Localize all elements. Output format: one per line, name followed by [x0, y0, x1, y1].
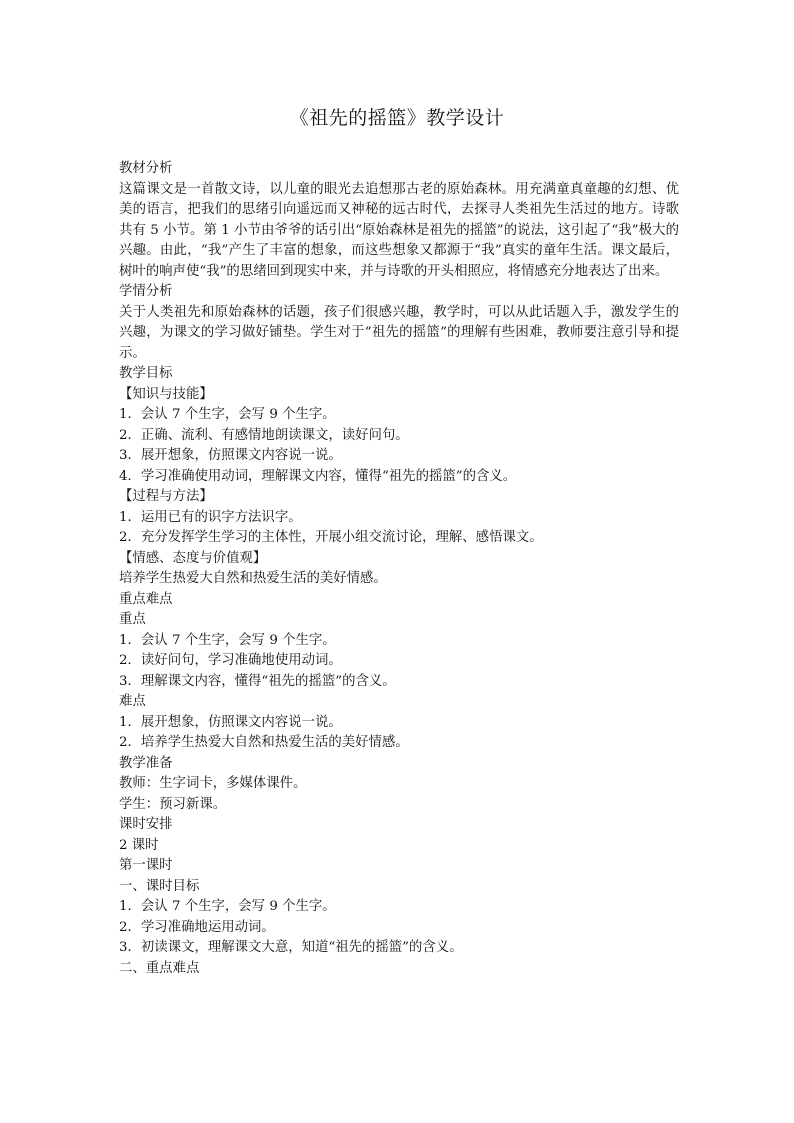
heading-student-analysis: 学情分析	[119, 284, 173, 299]
list-item: 1．会认 7 个生字，会写 9 个生字。	[119, 407, 336, 422]
heading-teaching-preparation: 教学准备	[119, 755, 173, 771]
subheading-emotion-values: 【情感、态度与价值观】	[119, 550, 267, 566]
list-item: 4．学习准确使用动词，理解课文内容，懂得“祖先的摇篮”的含义。	[119, 468, 517, 484]
document-title: 《祖先的摇篮》教学设计	[289, 107, 505, 129]
heading-key-difficult-points: 重点难点	[119, 591, 173, 607]
list-item: 1．展开想象，仿照课文内容说一说。	[119, 714, 342, 730]
heading-first-lesson: 第一课时	[119, 858, 173, 873]
list-item: 1．会认 7 个生字，会写 9 个生字。	[119, 899, 336, 914]
text-line: 培养学生热爱大自然和热爱生活的美好情感。	[119, 571, 387, 586]
list-item: 2．读好问句，学习准确地使用动词。	[119, 653, 342, 668]
list-item: 3．展开想象，仿照课文内容说一说。	[119, 448, 342, 463]
text-line: 2 课时	[119, 837, 159, 853]
list-item: 1．运用已有的识字方法识字。	[119, 509, 302, 525]
list-item: 2．正确、流利、有感情地朗读课文，读好问句。	[119, 427, 409, 443]
paragraph-textbook-analysis: 这篇课文是一首散文诗，以儿童的眼光去追想那古老的原始森林。用充满童真童趣的幻想、优美的语言，把我们的思绪引向遥远而又神秘的远古时代，去探寻人类祖先生活过的地方。诗歌共有 5 小节。第 1 小节由爷爷的话引出“原始森林是祖先的摇篮”的说法，这引起了“我”极大的兴趣。由此，“我”产生了丰富的想象，而这些想象又都源于“我”真实的童年生活。课文最后，树叶的响声使“我”的思绪回到现实中来，并与诗歌的开头相照应，将情感充分地表达了出来。	[119, 181, 679, 279]
list-item: 3．初读课文，理解课文大意，知道“祖先的摇篮”的含义。	[119, 940, 463, 955]
list-item: 2．培养学生热爱大自然和热爱生活的美好情感。	[119, 735, 409, 750]
list-item: 1．会认 7 个生字，会写 9 个生字。	[119, 632, 336, 648]
subheading-lesson-goals: 一、课时目标	[119, 878, 200, 894]
text-line: 学生：预习新课。	[119, 796, 227, 812]
list-item: 2．学习准确地运用动词。	[119, 919, 275, 935]
subheading-key-points: 重点	[119, 612, 146, 627]
heading-teaching-goals: 教学目标	[119, 366, 173, 381]
heading-class-schedule: 课时安排	[119, 817, 173, 832]
text-line: 教师：生字词卡，多媒体课件。	[119, 776, 307, 791]
subheading-process-methods: 【过程与方法】	[119, 489, 213, 504]
document-body	[119, 159, 679, 979]
subheading-lesson-key-points: 二、重点难点	[119, 960, 200, 976]
paragraph-student-analysis: 关于人类祖先和原始森林的话题，孩子们很感兴趣，教学时，可以从此话题入手，激发学生的兴趣，为课文的学习做好铺垫。学生对于“祖先的摇篮”的理解有些困难，教师要注意引导和提示。	[119, 304, 679, 361]
subheading-knowledge-skills: 【知识与技能】	[119, 386, 213, 402]
list-item: 3．理解课文内容，懂得“祖先的摇篮”的含义。	[119, 673, 396, 689]
list-item: 2．充分发挥学生学习的主体性，开展小组交流讨论，理解、感悟课文。	[119, 530, 543, 545]
heading-textbook-analysis: 教材分析	[119, 161, 173, 176]
subheading-difficult-points: 难点	[119, 694, 146, 709]
